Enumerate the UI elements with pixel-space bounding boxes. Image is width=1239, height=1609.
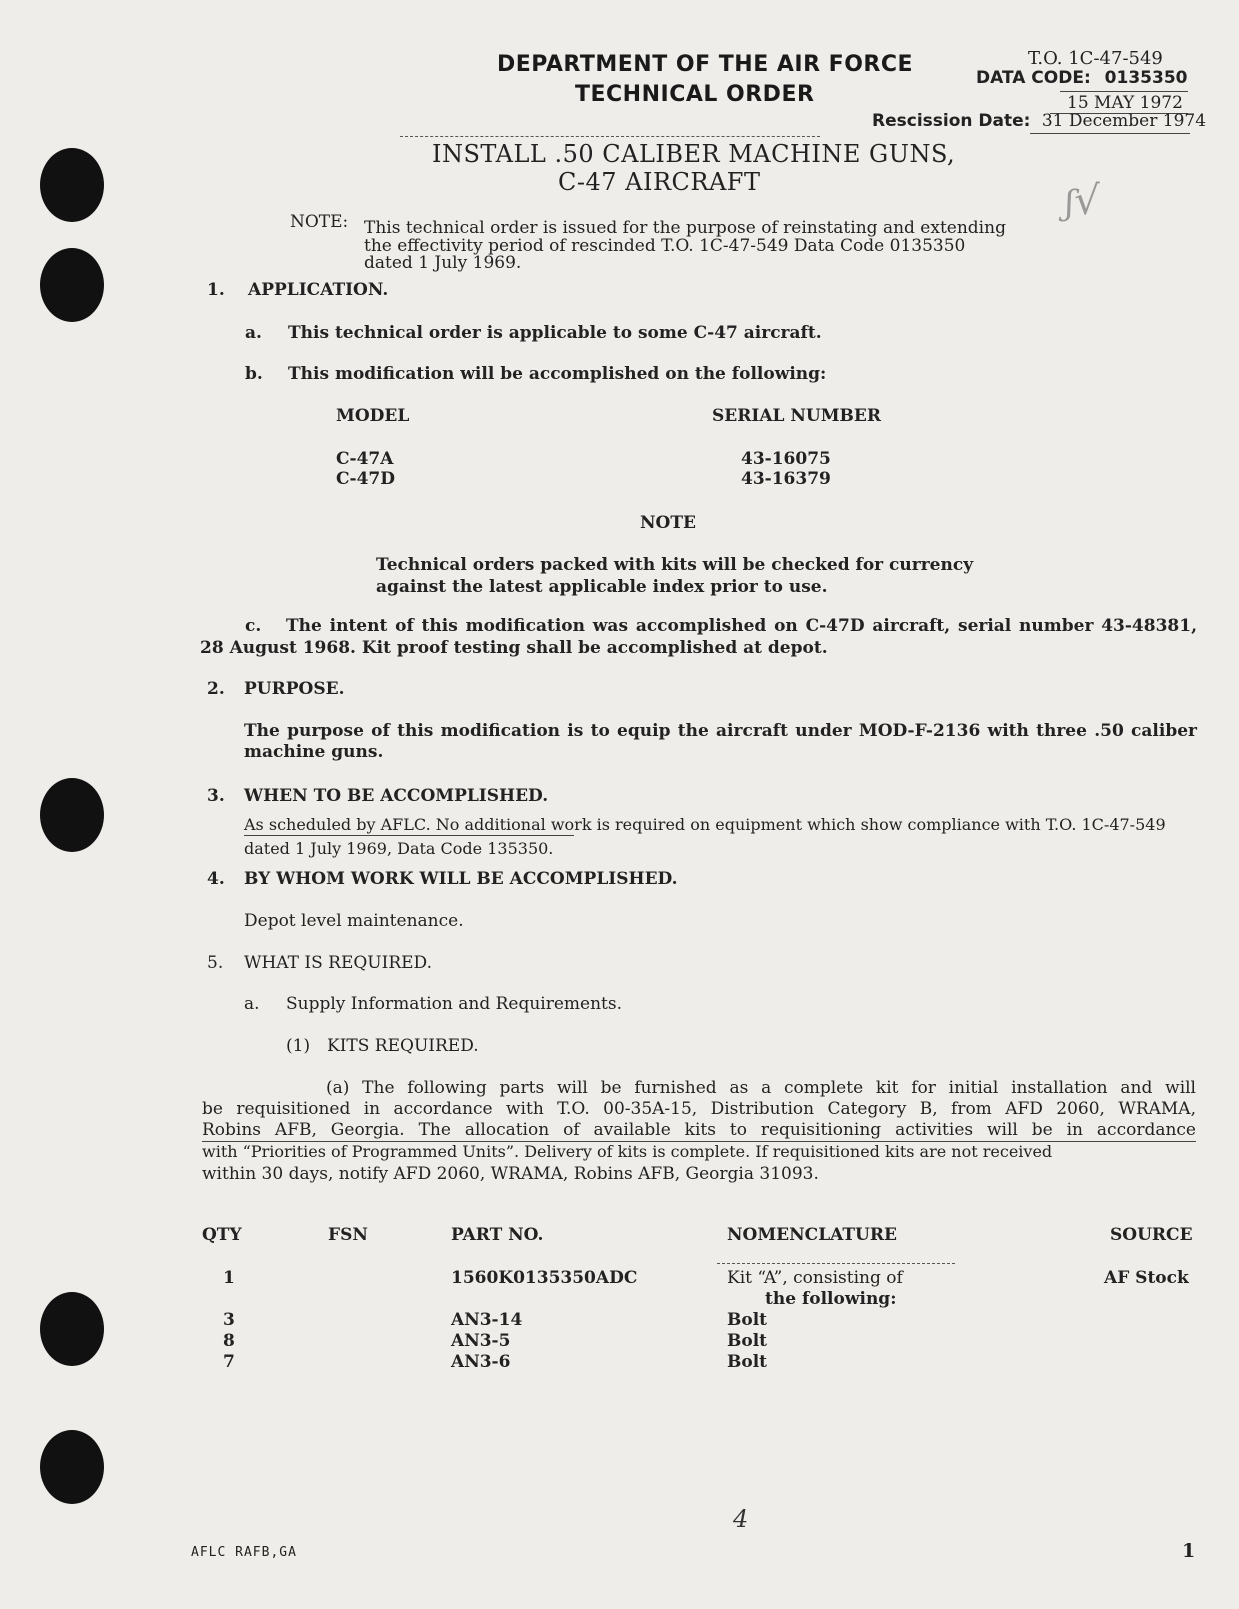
section-5a-label: a. xyxy=(244,994,260,1014)
section-1a-text: This technical order is applicable to some C-47 aircraft. xyxy=(288,323,822,343)
section-2-line-1: The purpose of this modification is to equip the aircraft under MOD-F-2136 with three .50 caliber xyxy=(244,721,1197,741)
section-2-number: 2. xyxy=(207,679,225,699)
qty-column-header: QTY xyxy=(202,1225,242,1245)
title-line-2: C-47 AIRCRAFT xyxy=(558,168,761,196)
section-2-heading: PURPOSE. xyxy=(244,679,345,699)
table-cell-qty: 8 xyxy=(223,1331,235,1351)
section-1-number: 1. xyxy=(207,280,225,300)
binder-hole xyxy=(40,248,104,322)
binder-hole xyxy=(40,778,104,852)
data-code xyxy=(976,68,1187,88)
top-note-line: dated 1 July 1969. xyxy=(364,253,522,273)
title-rule xyxy=(400,136,820,137)
section-2-line-2: machine guns. xyxy=(244,742,384,762)
kit-paragraph-line: be requisitioned in accordance with T.O. 00-35A-15, Distribution Category B, from AFD 2060, WRAMA, xyxy=(202,1099,1196,1119)
section-1c-line-1: The intent of this modification was accomplished on C-47D aircraft, serial number 43-48381, xyxy=(286,616,1197,636)
kit-paragraph-line: within 30 days, notify AFD 2060, WRAMA, Robins AFB, Georgia 31093. xyxy=(202,1164,819,1184)
nomenclature-column-header: NOMENCLATURE xyxy=(727,1225,897,1245)
rescission-value: 31 December 1974 xyxy=(1041,111,1207,131)
table-cell-nomenclature: Kit “A”, consisting of xyxy=(727,1268,903,1288)
section-4-text: Depot level maintenance. xyxy=(244,911,464,931)
data-code-rule xyxy=(1060,91,1188,92)
table-cell-qty: 1 xyxy=(223,1268,235,1288)
section-5-heading: WHAT IS REQUIRED. xyxy=(244,953,432,973)
top-note-label: NOTE: xyxy=(290,212,349,232)
order-type-heading: TECHNICAL ORDER xyxy=(575,82,815,107)
table-cell-nomenclature: Bolt xyxy=(727,1331,768,1351)
serial-cell: 43-16075 xyxy=(741,449,831,469)
fsn-column-header: FSN xyxy=(328,1225,368,1245)
title-line-1: INSTALL .50 CALIBER MACHINE GUNS, xyxy=(432,140,956,168)
issue-date: 15 MAY 1972 xyxy=(1067,93,1183,113)
binder-hole xyxy=(40,1430,104,1504)
section-1-heading: APPLICATION. xyxy=(248,280,389,300)
note-line: against the latest applicable index prior to use. xyxy=(376,577,828,597)
part-no-column-header: PART NO. xyxy=(451,1225,544,1245)
section-5a-text: Supply Information and Requirements. xyxy=(286,994,623,1014)
serial-column-header: SERIAL NUMBER xyxy=(712,406,882,426)
note-heading: NOTE xyxy=(640,513,696,533)
rescission-label: Rescission Date: xyxy=(872,111,1031,131)
section-5-number: 5. xyxy=(207,953,224,973)
table-cell-part-no: AN3-14 xyxy=(451,1310,523,1330)
section-1c-line-2: 28 August 1968. Kit proof testing shall be accomplished at depot. xyxy=(200,638,828,658)
serial-cell: 43-16379 xyxy=(741,469,831,489)
model-column-header: MODEL xyxy=(336,406,410,426)
rescission-rule xyxy=(1030,133,1190,134)
handwritten-page-mark: 4 xyxy=(733,1505,749,1533)
table-cell-qty: 3 xyxy=(223,1310,235,1330)
rescission-date xyxy=(872,111,1206,131)
page-number: 1 xyxy=(1182,1540,1196,1562)
section-1b-text: This modification will be accomplished on the following: xyxy=(288,364,827,384)
top-note-line: This technical order is issued for the purpose of reinstating and extending xyxy=(364,218,1006,238)
note-line: Technical orders packed with kits will be checked for currency xyxy=(376,555,974,575)
table-cell-part-no: AN3-5 xyxy=(451,1331,511,1351)
section-3-line-2: dated 1 July 1969, Data Code 135350. xyxy=(244,839,554,858)
top-note-line: the effectivity period of rescinded T.O. 1C-47-549 Data Code 0135350 xyxy=(364,236,966,256)
section-1c-label: c. xyxy=(245,616,262,636)
section-1a-label: a. xyxy=(245,323,262,343)
table-cell-part-no: 1560K0135350ADC xyxy=(451,1268,638,1288)
section-4-heading: BY WHOM WORK WILL BE ACCOMPLISHED. xyxy=(244,869,678,889)
model-cell: C-47A xyxy=(336,449,394,469)
model-cell: C-47D xyxy=(336,469,395,489)
table-cell-part-no: AN3-6 xyxy=(451,1352,511,1372)
department-heading: DEPARTMENT OF THE AIR FORCE xyxy=(497,52,914,77)
binder-hole xyxy=(40,1292,104,1366)
kit-paragraph-line: (a) The following parts will be furnished as a complete kit for initial installation and will xyxy=(326,1078,1196,1098)
source-column-header: SOURCE xyxy=(1110,1225,1193,1245)
data-code-label: DATA CODE: xyxy=(976,68,1091,88)
table-cell-nomenclature: Bolt xyxy=(727,1310,768,1330)
table-cell-nomenclature: the following: xyxy=(765,1289,897,1309)
table-cell-nomenclature: Bolt xyxy=(727,1352,768,1372)
kits-required-label: (1) xyxy=(286,1036,311,1056)
table-cell-qty: 7 xyxy=(223,1352,235,1372)
data-code-value: 0135350 xyxy=(1104,68,1188,88)
section-3-line-1: As scheduled by AFLC. No additional work is required on equipment which show compliance with T.O. 1C-47-549 xyxy=(244,815,1166,834)
binder-hole xyxy=(40,148,104,222)
section-3-rule xyxy=(244,835,574,836)
section-4-number: 4. xyxy=(207,869,225,889)
kit-paragraph-line: Robins AFB, Georgia. The allocation of available kits to requisitioning activities will be in accordance xyxy=(202,1120,1196,1140)
section-3-number: 3. xyxy=(207,786,225,806)
printer-imprint: AFLC RAFB,GA xyxy=(191,1545,297,1560)
kit-paragraph-line: with “Priorities of Programmed Units”. Delivery of kits is complete. If requisitioned kits are not received xyxy=(202,1142,1053,1161)
kits-required-text: KITS REQUIRED. xyxy=(327,1036,479,1056)
handwritten-initials: ʃ√ xyxy=(1065,178,1100,224)
section-1b-label: b. xyxy=(245,364,263,384)
to-number: T.O. 1C-47-549 xyxy=(1028,48,1163,69)
kit-row-rule xyxy=(717,1263,955,1264)
table-cell-source: AF Stock xyxy=(1104,1268,1189,1288)
section-3-heading: WHEN TO BE ACCOMPLISHED. xyxy=(244,786,549,806)
